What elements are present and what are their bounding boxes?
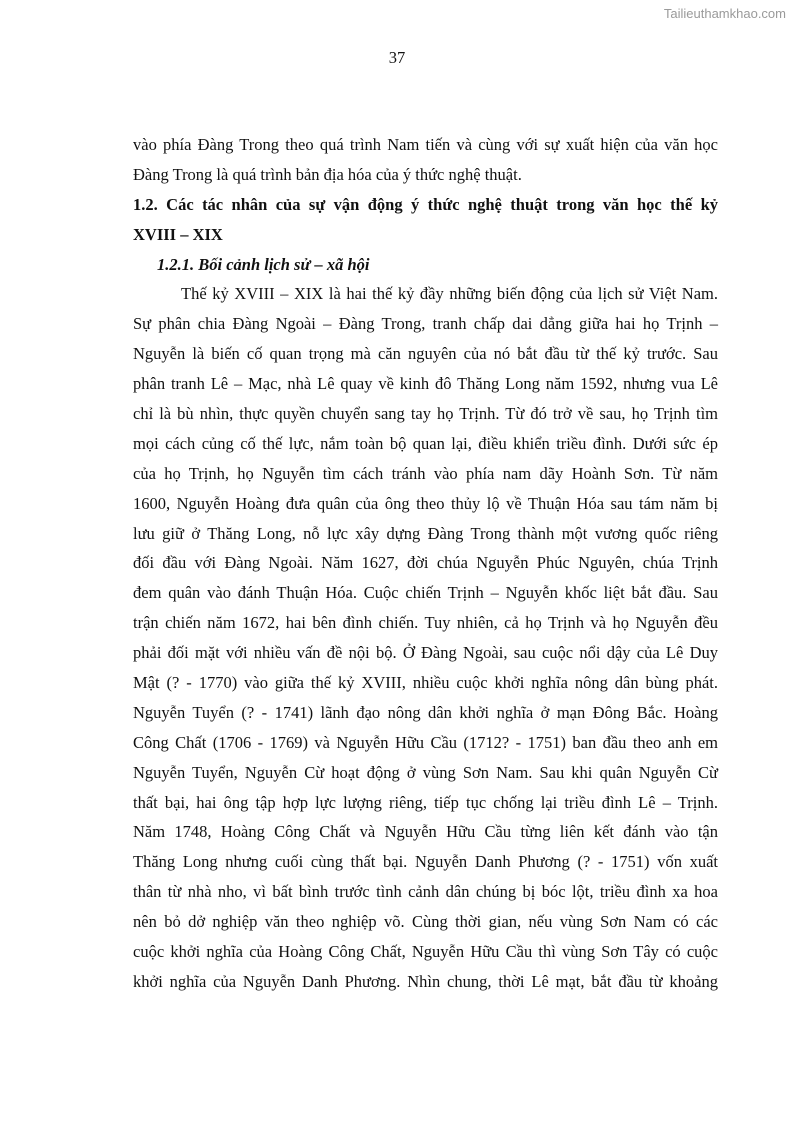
subsection-heading: 1.2.1. Bối cảnh lịch sử – xã hội xyxy=(157,254,370,274)
text-line: Thế kỷ XVIII – XIX là hai thế kỷ đầy những biến động của lịch sử Việt Nam. xyxy=(181,284,718,304)
text-line: khởi nghĩa của Nguyễn Danh Phương. Nhìn chung, thời Lê mạt, bắt đầu từ khoảng xyxy=(133,971,718,991)
text-line: Năm 1748, Hoàng Công Chất và Nguyễn Hữu Cầu từng liên kết đánh vào tận xyxy=(133,822,718,842)
watermark: Tailieuthamkhao.com xyxy=(663,6,786,21)
text-line: phân tranh Lê – Mạc, nhà Lê quay về kinh đô Thăng Long năm 1592, nhưng vua Lê xyxy=(133,374,718,394)
text-line: đối đầu với Đàng Ngoài. Năm 1627, đời chúa Nguyễn Phúc Nguyên, chúa Trịnh xyxy=(133,553,718,573)
page-number: 37 xyxy=(388,48,406,67)
text-line: thân từ nhà nho, vì bất bình trước tình cảnh dân chúng bị bóc lột, triều đình xa hoa xyxy=(133,882,718,902)
text-line: Mật (? - 1770) vào giữa thế kỷ XVIII, nhiều cuộc khởi nghĩa nông dân bùng phát. xyxy=(133,673,718,693)
text-line: 1600, Nguyễn Hoàng đưa quân của ông theo thủy lộ về Thuận Hóa sau tám năm bị xyxy=(133,493,718,513)
text-line: Thăng Long nhưng cuối cùng thất bại. Nguyễn Danh Phương (? - 1751) vốn xuất xyxy=(133,852,718,872)
text-line: Sự phân chia Đàng Ngoài – Đàng Trong, tranh chấp dai dẳng giữa hai họ Trịnh – xyxy=(133,314,718,334)
text-line: chỉ là bù nhìn, thực quyền chuyển sang tay họ Trịnh. Từ đó trở về sau, họ Trịnh tìm xyxy=(133,404,718,424)
text-line: cuộc khởi nghĩa của Hoàng Công Chất, Nguyễn Hữu Cầu thì vùng Sơn Tây có cuộc xyxy=(133,942,718,962)
text-line: Đàng Trong là quá trình bản địa hóa của ý thức nghệ thuật. xyxy=(133,164,522,184)
text-line: Công Chất (1706 - 1769) và Nguyễn Hữu Cầu (1712? - 1751) ban đầu theo anh em xyxy=(133,732,718,752)
text-line: lưu giữ ở Thăng Long, nỗ lực xây dựng Đàng Trong thành một vương quốc riêng xyxy=(133,523,718,543)
text-line: mọi cách củng cố thế lực, nắm toàn bộ quan lại, điều khiển triều đình. Dưới sức ép xyxy=(133,433,718,453)
section-heading: 1.2. Các tác nhân của sự vận động ý thức nghệ thuật trong văn học thế kỷ xyxy=(133,194,718,214)
section-heading: XVIII – XIX xyxy=(133,224,223,244)
text-line: phải đối mặt với nhiều vấn đề nội bộ. Ở Đàng Ngoài, sau cuộc nổi dậy của Lê Duy xyxy=(133,643,718,663)
page-body xyxy=(133,130,718,997)
text-line: Nguyễn Tuyển (? - 1741) lãnh đạo nông dân khởi nghĩa ở mạn Đông Bắc. Hoàng xyxy=(133,702,718,722)
text-line: Nguyễn Tuyển, Nguyễn Cừ hoạt động ở vùng Sơn Nam. Sau khi quân Nguyễn Cừ xyxy=(133,762,718,782)
text-line: trận chiến năm 1672, hai bên đình chiến. Tuy nhiên, cả họ Trịnh và họ Nguyễn đều xyxy=(133,613,718,633)
text-line: nên bỏ dở nghiệp văn theo nghiệp võ. Cùng thời gian, nếu vùng Sơn Nam có các xyxy=(133,912,718,932)
text-line: đem quân vào đánh Thuận Hóa. Cuộc chiến Trịnh – Nguyễn khốc liệt bắt đầu. Sau xyxy=(133,583,718,603)
text-line: Nguyễn là biến cố quan trọng mà căn nguyên của nó bắt đầu từ thế kỷ trước. Sau xyxy=(133,344,718,364)
text-line: vào phía Đàng Trong theo quá trình Nam tiến và cùng với sự xuất hiện của văn học xyxy=(133,135,718,154)
text-line: thất bại, hai ông tập hợp lực lượng riêng, tiếp tục chống lại triều đình Lê – Trịnh. xyxy=(133,792,718,812)
text-line: của họ Trịnh, họ Nguyễn tìm cách tránh vào phía nam dãy Hoành Sơn. Từ năm xyxy=(133,463,718,483)
